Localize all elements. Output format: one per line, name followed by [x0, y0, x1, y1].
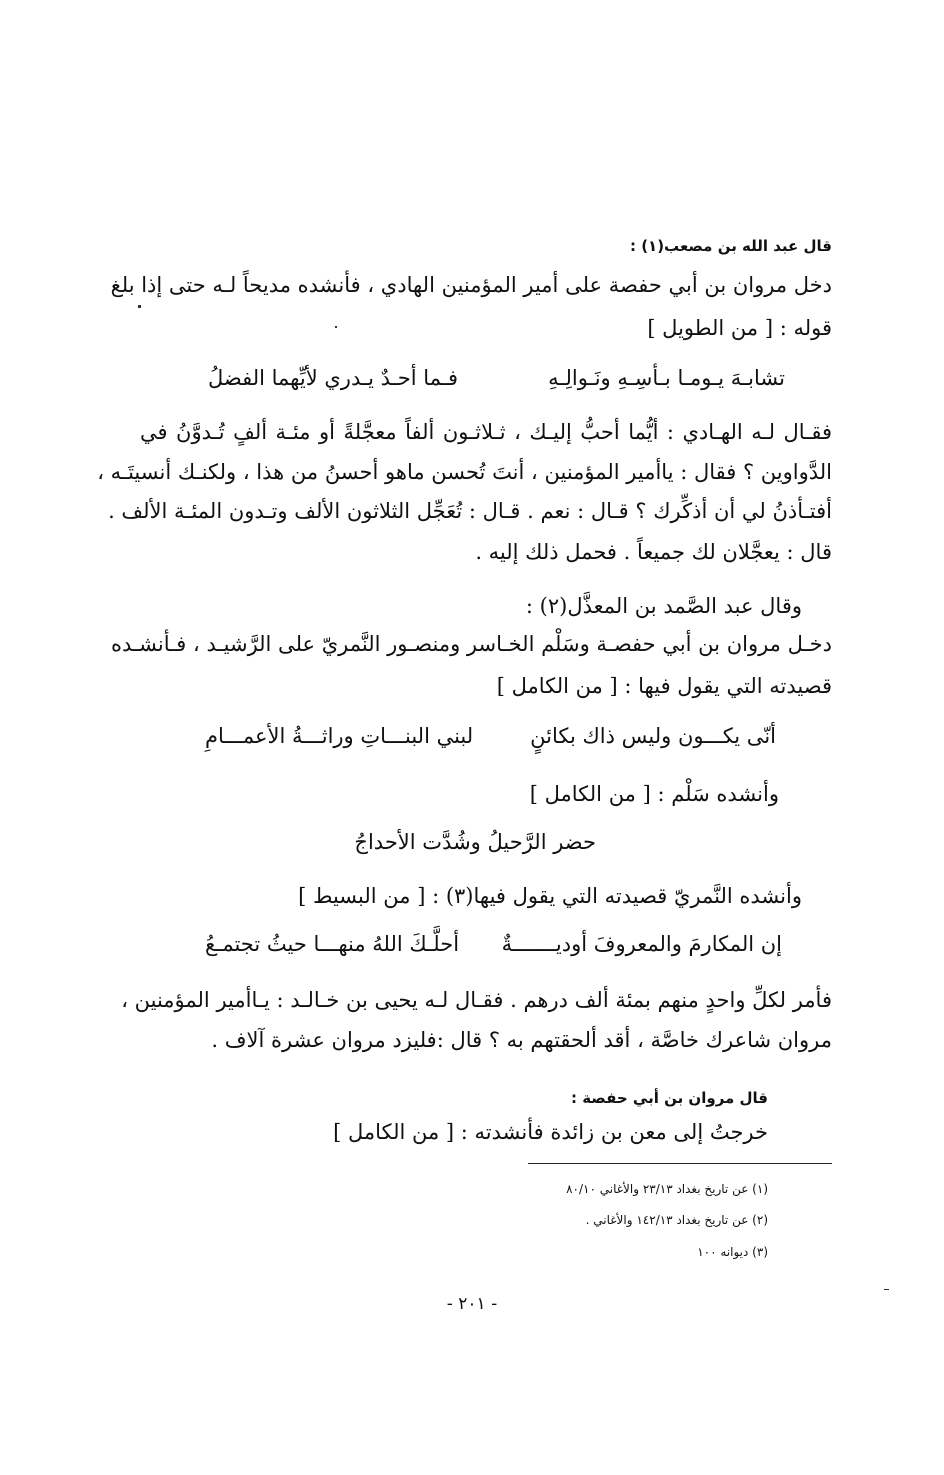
footnote: (٣) ديوانه ١٠٠: [697, 1245, 768, 1259]
paragraph-line: وأنشده سَلْم : [ من الكامل ]: [529, 782, 779, 806]
verse-hemistich: حضر الرَّحيلُ وشُدَّت الأحداجُ: [354, 830, 596, 854]
paragraph-line: وأنشده النَّمريّ قصيدته التي يقول فيها(٣) : [ من البسيط ]: [298, 884, 802, 908]
footnote: (١) عن تاريخ بغداد ٢٣/١٣ والأغاني ٨٠/١٠: [566, 1182, 768, 1196]
paragraph-line: فأمر لكلِّ واحدٍ منهم بمئة ألف درهم . فقـال لـه يحيى بن خـالـد : يـاأمير المؤمنين ،: [121, 988, 832, 1012]
footnote: (٢) عن تاريخ بغداد ١٤٢/١٣ والأغاني .: [585, 1213, 768, 1227]
paragraph-line: قوله : [ من الطويل ]: [647, 316, 832, 340]
verse-hemistich-left: لبني البنـــاتِ وراثـــةُ الأعمـــامِ: [205, 724, 474, 748]
paragraph-line: دخل مروان بن أبي حفصة على أمير المؤمنين الهادي ، فأنشده مديحاً لـه حتى إذا بلغ: [110, 273, 832, 297]
paragraph-line: فقـال لـه الهـادي : أيُّما أحبُّ إليـك ، ثـلاثـون ألفاً معجَّلةً أو مئـة ألفٍ تُـدوَّنُ في: [140, 420, 832, 444]
paragraph-line: دخـل مروان بن أبي حفصـة وسَلْم الخـاسر ومنصـور النَّمريّ على الرَّشيـد ، فـأنشـده: [110, 632, 832, 656]
footnote-separator: [528, 1163, 832, 1164]
narrator-heading: قال مروان بن أبي حفصة :: [570, 1089, 768, 1107]
verse-hemistich-left: فـما أحـدٌ يـدري لأيِّهما الفضلُ: [208, 366, 459, 390]
scan-speck: [884, 1289, 889, 1290]
verse-hemistich-left: أحلَّـكَ اللهُ منهـــا حيثُ تجتمـعُ: [205, 932, 460, 956]
paragraph-line: الدَّواوين ؟ فقال : ياأمير المؤمنين ، أنتَ تُحسن ماهو أحسنُ من هذا ، ولكنـك أنسيتَـه ،: [97, 460, 832, 484]
scan-speck: [335, 326, 337, 328]
paragraph-line: قال : يعجَّلان لك جميعاً . فحمل ذلك إليه .: [475, 540, 832, 564]
paragraph-line: أفتـأذنُ لي أن أذكِّرك ؟ قـال : نعم . قـال : تُعَجِّل الثلاثون الألف وتـدون المئـة الألف .: [108, 499, 832, 523]
verse-hemistich-right: إن المكارمَ والمعروفَ أوديـــــــةٌ: [501, 932, 782, 956]
scan-speck: [138, 305, 141, 308]
paragraph-line: خرجتُ إلى معن بن زائدة فأنشدته : [ من الكامل ]: [333, 1120, 768, 1144]
paragraph-line: قصيدته التي يقول فيها : [ من الكامل ]: [496, 674, 832, 698]
narrator-heading: وقال عبد الصَّمد بن المعذَّل(٢) :: [525, 594, 802, 618]
page-number: - ٢٠١ -: [446, 1294, 498, 1314]
verse-hemistich-right: أنّى يكـــون وليس ذاك بكائنٍ: [530, 724, 776, 748]
verse-hemistich-right: تشابـهَ يـومـا بـأسِـهِ ونَـوالِـهِ: [548, 366, 785, 390]
narrator-heading: قال عبد الله بن مصعب(١) :: [629, 237, 832, 255]
paragraph-line: مروان شاعرك خاصَّة ، أقد ألحقتهم به ؟ قال :فليزد مروان عشرة آلاف .: [211, 1028, 832, 1052]
